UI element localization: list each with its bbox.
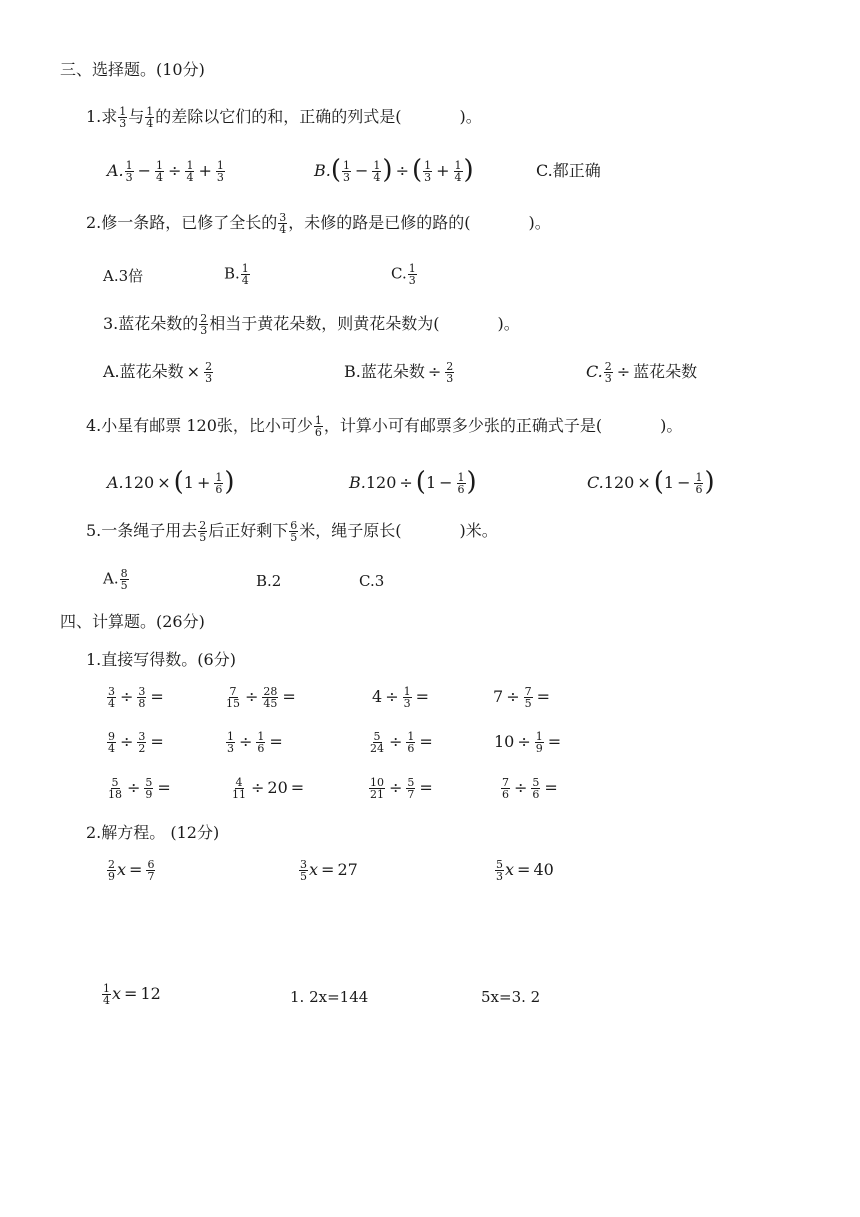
q4-option-b[interactable]: B.120 ÷ (1 − $\frac{1}{6}$ ) <box>349 466 477 497</box>
q3-option-b[interactable]: B.蓝花朵数 ÷ $\frac{2}{3}$ <box>344 360 454 385</box>
q3-option-c[interactable]: C. $\frac{2}{3}$ ÷ 蓝花朵数 <box>586 360 698 385</box>
q5-option-a[interactable]: A. $\frac{8}{5}$ <box>103 567 128 592</box>
equation[interactable]: 1. 2x=144 <box>290 988 369 1006</box>
q2-option-b[interactable]: B. $\frac{1}{4}$ <box>224 262 249 287</box>
calc-item[interactable]: $\frac{5}{18}$ ÷ $\frac{5}{9}$ = <box>108 776 171 801</box>
question-2: 2.修一条路，已修了全长的 $\frac{3}{4}$ ，未修的路是已修的路的( )。 <box>86 211 551 236</box>
subsection-direct-answers-title: 1.直接写得数。(6分) <box>86 650 236 669</box>
q1-option-c[interactable]: C.都正确 <box>536 161 601 180</box>
equation[interactable]: $\frac{5}{3}$ x = 40 <box>496 858 554 883</box>
q2-option-a[interactable]: A.3倍 <box>103 267 144 285</box>
fraction: $\frac{1}{4}$ <box>146 105 154 130</box>
calc-item[interactable]: 7 ÷ $\frac{7}{5}$ = <box>493 685 550 710</box>
question-5: 5.一条绳子用去 $\frac{2}{5}$ 后正好剩下 $\frac{6}{5}$ 米，绳子原长( )米。 <box>86 519 498 544</box>
q3-option-a[interactable]: A.蓝花朵数 × $\frac{2}{3}$ <box>103 360 213 385</box>
calc-item[interactable]: $\frac{10}{21}$ ÷ $\frac{5}{7}$ = <box>370 776 433 801</box>
equation[interactable]: 5x=3. 2 <box>481 988 541 1006</box>
section-3-title: 三、选择题。(10分) <box>60 60 205 79</box>
calc-item[interactable]: 4 ÷ $\frac{1}{3}$ = <box>372 685 429 710</box>
calc-item[interactable]: $\frac{7}{15}$ ÷ $\frac{28}{45}$ = <box>226 685 296 710</box>
question-1: 1.求 $\frac{1}{3}$ 与 $\frac{1}{4}$ 的差除以它们的和，正确的列式是( )。 <box>86 105 482 130</box>
question-3: 3.蓝花朵数的 $\frac{2}{3}$ 相当于黄花朵数，则黄花朵数为( )。 <box>103 312 520 337</box>
calc-item[interactable]: $\frac{7}{6}$ ÷ $\frac{5}{6}$ = <box>502 776 558 801</box>
question-4: 4.小星有邮票 120张，比小可少 $\frac{1}{6}$ ，计算小可有邮票多少张的正确式子是( )。 <box>86 414 683 439</box>
section-4-title: 四、计算题。(26分) <box>60 612 205 631</box>
calc-item[interactable]: 10 ÷ $\frac{1}{9}$ = <box>494 730 562 755</box>
equation[interactable]: $\frac{1}{4}$ x = 12 <box>103 982 161 1007</box>
q4-option-a[interactable]: A.120 × (1 + $\frac{1}{6}$ ) <box>107 466 235 497</box>
fraction: $\frac{1}{3}$ <box>119 105 127 130</box>
q2-option-c[interactable]: C. $\frac{1}{3}$ <box>391 262 416 287</box>
q1-option-b[interactable]: B.( $\frac{1}{3}$ − $\frac{1}{4}$ ) ÷ ( $\frac{1}{3}$ + $\frac{1}{4}$ ) <box>314 154 474 185</box>
calc-item[interactable]: $\frac{1}{3}$ ÷ $\frac{1}{6}$ = <box>227 730 283 755</box>
q1-option-a[interactable]: A. $\frac{1}{3}$ − $\frac{1}{4}$ ÷ $\frac{1}{4}$ + $\frac{1}{3}$ <box>107 159 224 184</box>
calc-item[interactable]: $\frac{5}{24}$ ÷ $\frac{1}{6}$ = <box>370 730 433 755</box>
q4-option-c[interactable]: C.120 × (1 − $\frac{1}{6}$ ) <box>587 466 715 497</box>
calc-item[interactable]: $\frac{9}{4}$ ÷ $\frac{3}{2}$ = <box>108 730 164 755</box>
equation[interactable]: $\frac{2}{9}$ x = $\frac{6}{7}$ <box>108 858 155 883</box>
subsection-equations-title: 2.解方程。 (12分) <box>86 823 220 842</box>
calc-item[interactable]: $\frac{3}{4}$ ÷ $\frac{3}{8}$ = <box>108 685 164 710</box>
equation[interactable]: $\frac{3}{5}$ x = 27 <box>300 858 358 883</box>
q5-option-b[interactable]: B.2 <box>256 572 282 590</box>
calc-item[interactable]: $\frac{4}{11}$ ÷ 20 = <box>232 776 305 801</box>
q5-option-c[interactable]: C.3 <box>359 572 385 590</box>
